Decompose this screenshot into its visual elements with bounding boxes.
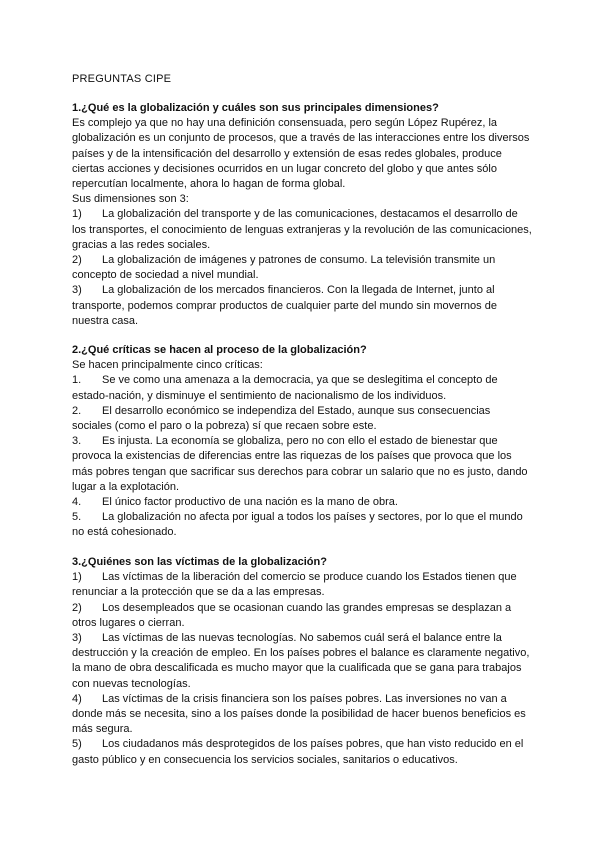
list-item-text: Se ve como una amenaza a la democracia, ya que se deslegitima el concepto de estado-nación, y disminuye el sentimiento de nacionalismo de los individuos. <box>72 374 498 402</box>
list-item-text: Los ciudadanos más desprotegidos de los países pobres, que han visto reducido en el gasto público y en consecuencia los servicios sociales, sanitarios o educativos. <box>72 738 524 766</box>
list-item-text: Los desempleados que se ocasionan cuando las grandes empresas se desplazan a otros lugares o cierran. <box>72 601 512 629</box>
list-item-text: Es injusta. La economía se globaliza, pero no con ello el estado de bienestar que provoca la existencias de diferencias entre las riquezas de los países que provoca que los más pobres tengan que sacrificar sus derechos para cobrar un salario que no es justo, dando lugar a la explotación. <box>72 435 528 493</box>
list-item-number: 4) <box>72 692 82 705</box>
list-item-text: El desarrollo económico se independiza del Estado, aunque sus consecuencias sociales (como el paro o la pobreza) sí que recaen sobre este. <box>72 404 491 433</box>
answer-paragraph: Sus dimensiones son 3: <box>72 193 189 206</box>
list-item-number: 2) <box>72 254 82 267</box>
list-item-text: Las víctimas de la crisis financiera son los países pobres. Las inversiones no van a donde más se necesita, sino a los países donde la posibilidad de hacer buenos beneficios es más segura. <box>72 692 526 736</box>
answer-paragraph: Se hacen principalmente cinco críticas: <box>72 359 263 372</box>
question-heading-1: 1.¿Qué es la globalización y cuáles son sus principales dimensiones? <box>72 102 439 114</box>
question-section-1 <box>72 101 532 329</box>
list-item <box>72 570 532 600</box>
list-item-number: 5. <box>72 511 82 524</box>
list-item-number: 3) <box>72 632 82 645</box>
list-item <box>72 434 532 495</box>
list-item-text: La globalización de imágenes y patrones de consumo. La televisión transmite un concepto de sociedad a nivel mundial. <box>72 254 496 282</box>
list-item-text: El único factor productivo de una nación es la mano de obra. <box>102 496 398 509</box>
list-item-text: Las víctimas de las nuevas tecnologías. No sabemos cuál será el balance entre la destrucción y la creación de empleo. En los países pobres el balance es claramente negativo, la mano de obra descalificada es mucho mayor que la cualificada que se gana para trabajos con nuevas tecnologías. <box>72 632 530 690</box>
list-item-number: 1) <box>72 571 82 584</box>
list-item <box>72 283 532 329</box>
list-item-text: La globalización no afecta por igual a todos los países y sectores, por lo que el mundo no está cohesionado. <box>72 511 523 539</box>
question-section-2 <box>72 343 532 541</box>
list-item <box>72 631 532 692</box>
list-item <box>72 737 532 767</box>
list-item <box>72 373 532 403</box>
list-item-number: 1) <box>72 208 82 221</box>
list-item <box>72 207 532 253</box>
list-item-number: 2. <box>72 404 82 417</box>
list-item-number: 5) <box>72 738 82 751</box>
list-item <box>72 510 532 540</box>
list-item-number: 3) <box>72 284 82 297</box>
list-item <box>72 253 532 283</box>
question-section-3 <box>72 555 532 768</box>
list-item <box>72 404 532 434</box>
question-heading-3: 3.¿Quiénes son las víctimas de la globalización? <box>72 556 327 568</box>
question-heading-2: 2.¿Qué críticas se hacen al proceso de la globalización? <box>72 344 367 356</box>
list-item-text: La globalización del transporte y de las comunicaciones, destacamos el desarrollo de los transportes, el conocimiento de lenguas extranjeras y la revolución de las comunicaciones, gracias a las redes sociales. <box>72 208 532 251</box>
list-item-text: La globalización de los mercados financieros. Con la llegada de Internet, junto al transporte, podemos comprar productos de cualquier parte del mundo sin movernos de nuestra casa. <box>72 284 497 327</box>
document-title: PREGUNTAS CIPE <box>72 73 172 85</box>
list-item-number: 2) <box>72 601 82 614</box>
list-item-number: 3. <box>72 435 82 448</box>
list-item <box>72 692 532 738</box>
answer-paragraph: Es complejo ya que no hay una definición consensuada, pero según López Rupérez, la globalización es un conjunto de procesos, que a través de las interacciones entre los diversos países y de la intensificación del desarrollo y extensión de esas redes globales, produce ciertas acciones y decisiones ocurridos en un lugar concreto del globo y que antes sólo repercutían localmente, ahora lo hagan de forma global. <box>72 117 530 191</box>
list-item <box>72 495 532 510</box>
list-item-text: Las víctimas de la liberación del comercio se produce cuando los Estados tienen que renunciar a la protección que se da a las empresas. <box>72 571 517 599</box>
list-item-number: 1. <box>72 374 82 387</box>
list-item-number: 4. <box>72 496 82 509</box>
list-item <box>72 601 532 631</box>
